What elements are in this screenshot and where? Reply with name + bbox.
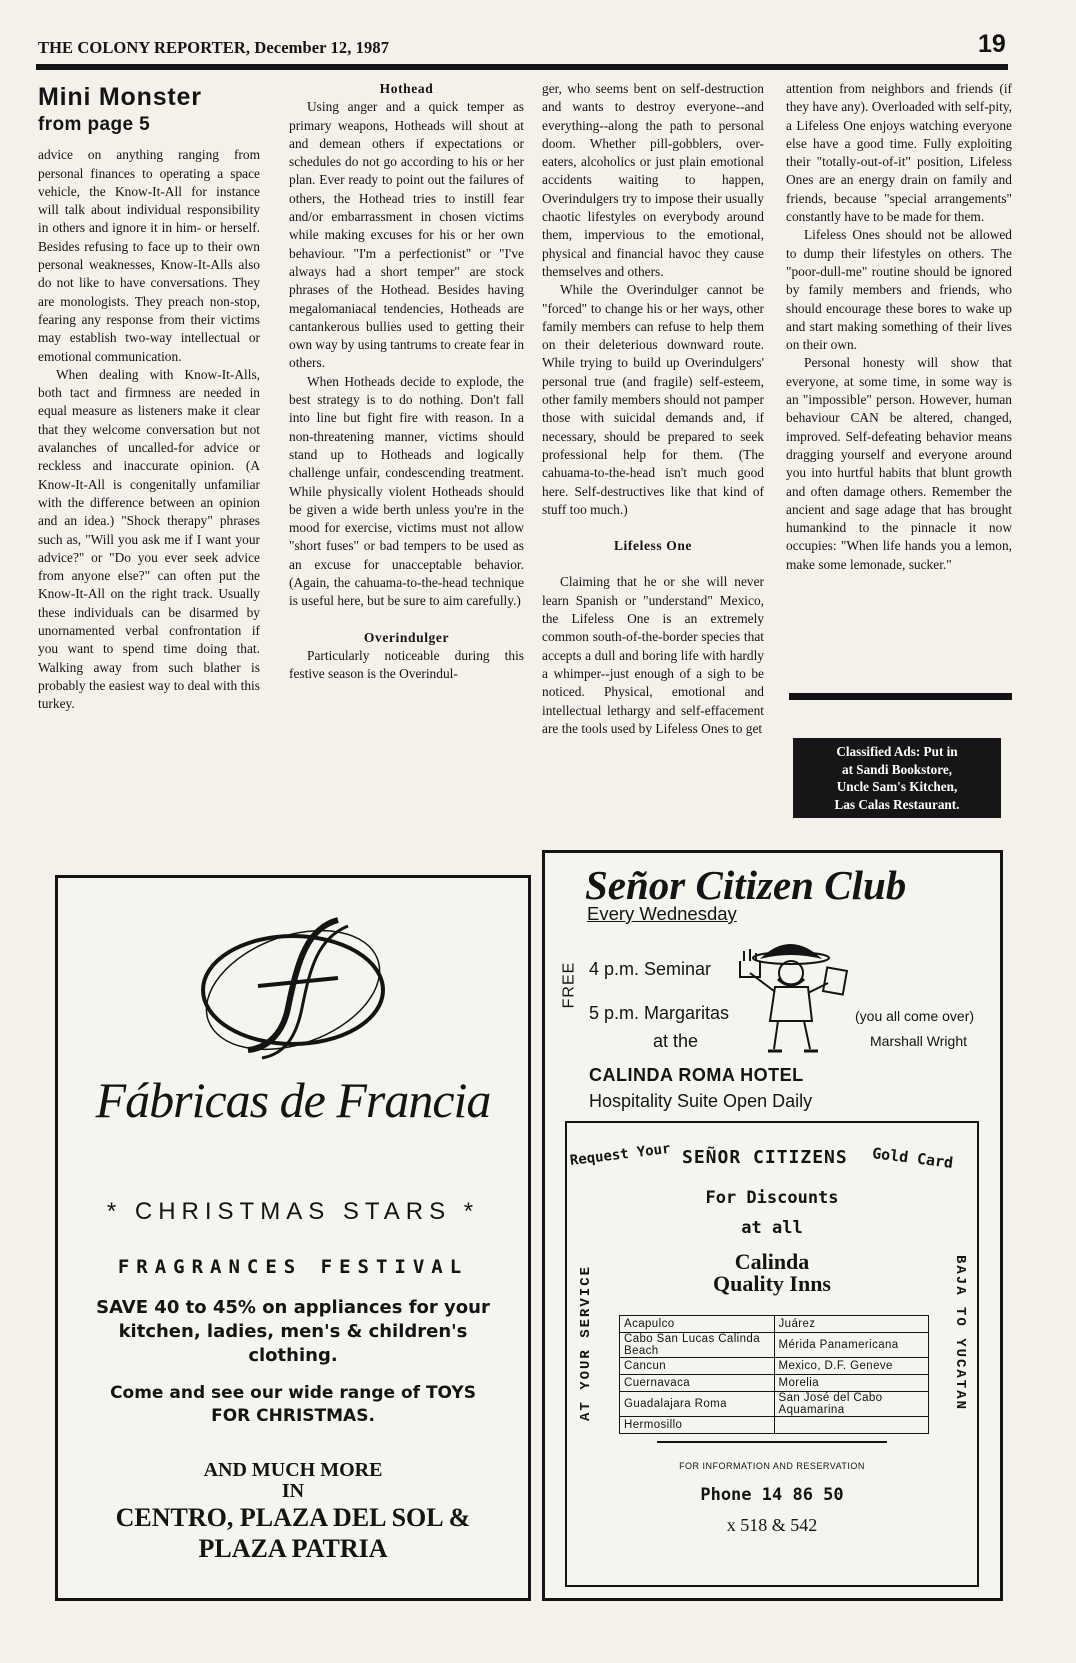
paragraph: Personal honesty will show that everyone, at some time, in some way is an "impossible" person. However, human behaviour CAN be altered, changed, improved. Self-defeating behavior means dragging yourself and everyone around you into hurtful habits that blunt growth and often damage others. Remember the ancient and sage adage that has brought humankind to the pinnacle it now occupies: "When life hands you a lemon, make some lemonade, sucker." — [786, 355, 1012, 572]
hotel-name: CALINDA ROMA HOTEL — [589, 1065, 804, 1085]
senor-citizen-club-ad — [542, 850, 1003, 1601]
paragraph: Particularly noticeable during this festive season is the Overindul- — [289, 647, 524, 682]
city-cell — [774, 1417, 929, 1434]
classified-line: at Sandi Bookstore, — [841, 761, 953, 777]
paragraph: Using anger and a quick temper as primary weapons, Hotheads will shout at and demean others if expectations or schedules do not go according to his or her plan. Ever ready to point out the failures of others, the Hothead tries to instill fear and/or embarrassment in chosen victims while making excuses for his or her own behaviour. "I'm a perfectionist" or "I've always had a short temper" are stock phrases of the Hothead. Besides having megalomaniacal tendencies, Hotheads are cantankerous bullies used to getting their own way by using tantrums to create fear in others. — [289, 99, 525, 371]
headline: Mini Monster — [38, 83, 202, 111]
club-title: Señor Citizen Club — [585, 862, 907, 908]
location-line: CENTRO, PLAZA DEL SOL & — [115, 1503, 471, 1532]
calinda-line: Quality Inns — [713, 1271, 831, 1296]
city-cell: Mexico, D.F. Geneve — [774, 1358, 929, 1375]
classified-line: Classified Ads: Put in — [836, 744, 958, 759]
section-heading-lifeless-one: Lifeless One — [613, 538, 693, 554]
at-your-service — [573, 1243, 599, 1443]
much-more-line: AND MUCH MORE — [203, 1459, 383, 1481]
at-all: at all — [741, 1218, 803, 1238]
table-row — [620, 1333, 929, 1358]
table-row — [620, 1392, 929, 1417]
cities-table — [619, 1315, 929, 1434]
article-column-2 — [289, 80, 524, 684]
fabricas-de-francia-ad — [55, 875, 531, 1601]
city-cell: Acapulco — [620, 1316, 775, 1333]
brand-name: Fábricas de Francia — [95, 1072, 491, 1128]
paragraph: Lifeless Ones should not be allowed to dump their lifestyles on others. The "poor-dull-me" routine should be ignored by family members and friends, who should encourage these bores to wake up and start making something of their lives on their own. — [786, 227, 1012, 353]
city-cell: Hermosillo — [620, 1417, 775, 1434]
at-your-service-text: AT YOUR SERVICE — [578, 1264, 594, 1422]
table-row — [620, 1316, 929, 1333]
calinda-quality-inns — [567, 1251, 977, 1295]
hospitality-suite: Hospitality Suite Open Daily — [589, 1091, 813, 1111]
free-label — [557, 955, 581, 1015]
masthead: THE COLONY REPORTER, December 12, 1987 — [38, 38, 390, 57]
section-heading-hothead: Hothead — [379, 81, 434, 96]
city-cell: Cuernavaca — [620, 1375, 775, 1392]
city-cell: Cabo San Lucas Calinda Beach — [620, 1333, 775, 1358]
ff-monogram-logo — [188, 898, 398, 1068]
margaritas-time: 5 p.m. Margaritas — [589, 1003, 730, 1023]
city-cell: Mérida Panamericana — [774, 1333, 929, 1358]
baja-to-yucatan — [947, 1223, 973, 1443]
information-label: FOR INFORMATION AND RESERVATION — [679, 1461, 865, 1471]
request-your: Request Your — [569, 1140, 672, 1169]
city-cell: Juárez — [774, 1316, 929, 1333]
christmas-stars: * CHRISTMAS STARS * — [106, 1198, 480, 1225]
article-column-3 — [542, 80, 764, 738]
store-locations — [58, 1502, 528, 1564]
city-cell: Guadalajara Roma — [620, 1392, 775, 1417]
location-line: PLAZA PATRIA — [198, 1534, 388, 1563]
discount-offer: SAVE 40 to 45% on appliances for your kitchen, ladies, men's & children's clothing. — [96, 1297, 490, 1366]
monogram-letter: F — [292, 996, 294, 997]
seminar-time: 4 p.m. Seminar — [589, 959, 712, 979]
discounts-text — [567, 1183, 977, 1243]
table-row — [620, 1417, 929, 1434]
city-cell: Morelia — [774, 1375, 929, 1392]
paragraph: When Hotheads decide to explode, the best strategy is to do nothing. Don't fall into line but fight fire with reason. In a non-threatening manner, victims should stand up to Hotheads and logically challenge unfair, condescending treatment. While physically violent Hotheads should be given a wide berth unless you're in the mood for exercise, victims must not allow "short fuses" or bad tempers to be used as an excuse for unacceptable behavior. (Again, the cahuama-to-the-head technique is useful here, but be sure to aim carefully.) — [289, 373, 524, 609]
baja-text: BAJA TO YUCATAN — [952, 1254, 968, 1412]
for-discounts: For Discounts — [705, 1188, 839, 1208]
gold-card: Gold Card — [871, 1144, 955, 1172]
calinda-line: Calinda — [734, 1249, 810, 1274]
article-end-rule — [789, 693, 1012, 700]
cartoon-character-icon — [730, 921, 850, 1061]
every-wednesday: Every Wednesday — [587, 903, 737, 924]
free-text: FREE — [560, 961, 578, 1009]
phone-number: Phone 14 86 50 — [700, 1485, 844, 1505]
classified-ads-box — [793, 738, 1001, 818]
section-heading-overindulger: Overindulger — [363, 629, 450, 645]
continued-from: from page 5 — [38, 114, 151, 135]
paragraph: attention from neighbors and friends (if they have any). Overloaded with self-pity, a Lifeless One enjoys watching everyone else have a good time. Fully exploiting their "totally-out-of-it" position, Lifeless Ones are an energy drain on family and friends, because "special arrangements" constantly have to be made for them. — [786, 81, 1012, 225]
artist-signature: Marshall Wright — [870, 1033, 967, 1049]
gold-card-box — [565, 1121, 979, 1587]
paragraph: advice on anything ranging from personal finances to operating a space vehicle, the Know-It-All for instance will talk about individual responsibility in others and ignore it in him- or herself. Besides refusing to face up to their own personal weaknesses, Know-It-Alls also do not like to have conversations. They are monologists. They preach non-stop, fearing any response from their victims may establish two-way intellectual or emotional communication. — [38, 147, 260, 364]
city-cell: San José del Cabo Aquamarina — [774, 1392, 929, 1417]
table-row — [620, 1375, 929, 1392]
table-row — [620, 1358, 929, 1375]
city-cell: Cancun — [620, 1358, 775, 1375]
you-all-come-over: (you all come over) — [855, 1008, 975, 1024]
paragraph: While the Overindulger cannot be "forced" to change his or her ways, other family members can refuse to help them on their deleterious downward route. While trying to build up Overindulgers' personal true (and fragile) self-esteem, other family members should not pamper those with suicidal demands and, if necessary, should be prepared to seek professional help for them. (The cahuama-to-the-head isn't much good here. Self-destructives like that kind of stuff too much.) — [542, 282, 764, 517]
article-column-4 — [786, 80, 1012, 574]
classified-line: Las Calas Restaurant. — [834, 796, 960, 812]
much-more-line: IN — [281, 1480, 305, 1502]
paragraph: When dealing with Know-It-Alls, both tact and firmness are needed in equal measure as listeners make it clear that they welcome conversation but not avalanches of uncalled-for advice or reckless and inaccurate opinion. (A Know-It-All is congenitally unfamiliar with the difference between an opinion and an idea.) "Shock therapy" phrases such as, "Will you ask me if I want your advice?" or "Do you ever seek advice from anyone else?" can often put the Know-It-All on the right track. Usually these individuals can be disarmed by unornamented verbal confrontation if you want to spend time doing that. Walking away from such blather is probably the easiest way to deal with this turkey. — [38, 366, 260, 712]
classified-line: Uncle Sam's Kitchen, — [836, 779, 958, 794]
paragraph: ger, who seems bent on self-destruction and wants to destroy everyone--and everything--along the path to personal doom. Whether pill-gobblers, over-eaters, alcoholics or just plain emotional accidents waiting to happen, Overindulgers try to impose their usually chaotic lifestyles on everybody around them, impervious to the emotional, physical and financial havoc they cause themselves and others. — [542, 81, 764, 279]
header-rule — [36, 64, 1008, 70]
phone-extensions: x 518 & 542 — [726, 1515, 818, 1535]
at-the: at the — [653, 1031, 699, 1051]
much-more — [58, 1460, 528, 1502]
senor-citizens: SEÑOR CITIZENS — [682, 1147, 848, 1168]
fragrances-festival: FRAGRANCES FESTIVAL — [117, 1256, 469, 1278]
paragraph: Claiming that he or she will never learn Spanish or "understand" Mexico, the Lifeless One is an extremely common south-of-the-border species that accepts a dull and boring life with hardly a whimper--just enough of a sigh to be noticed. Physical, emotional and intellectual lethargy and self-effacement are the tools used by Lifeless Ones to get — [542, 574, 764, 736]
article-column-1 — [38, 80, 260, 714]
page-number: 19 — [978, 30, 1006, 58]
divider — [657, 1441, 887, 1443]
toys-offer: Come and see our wide range of TOYS FOR CHRISTMAS. — [110, 1383, 476, 1426]
